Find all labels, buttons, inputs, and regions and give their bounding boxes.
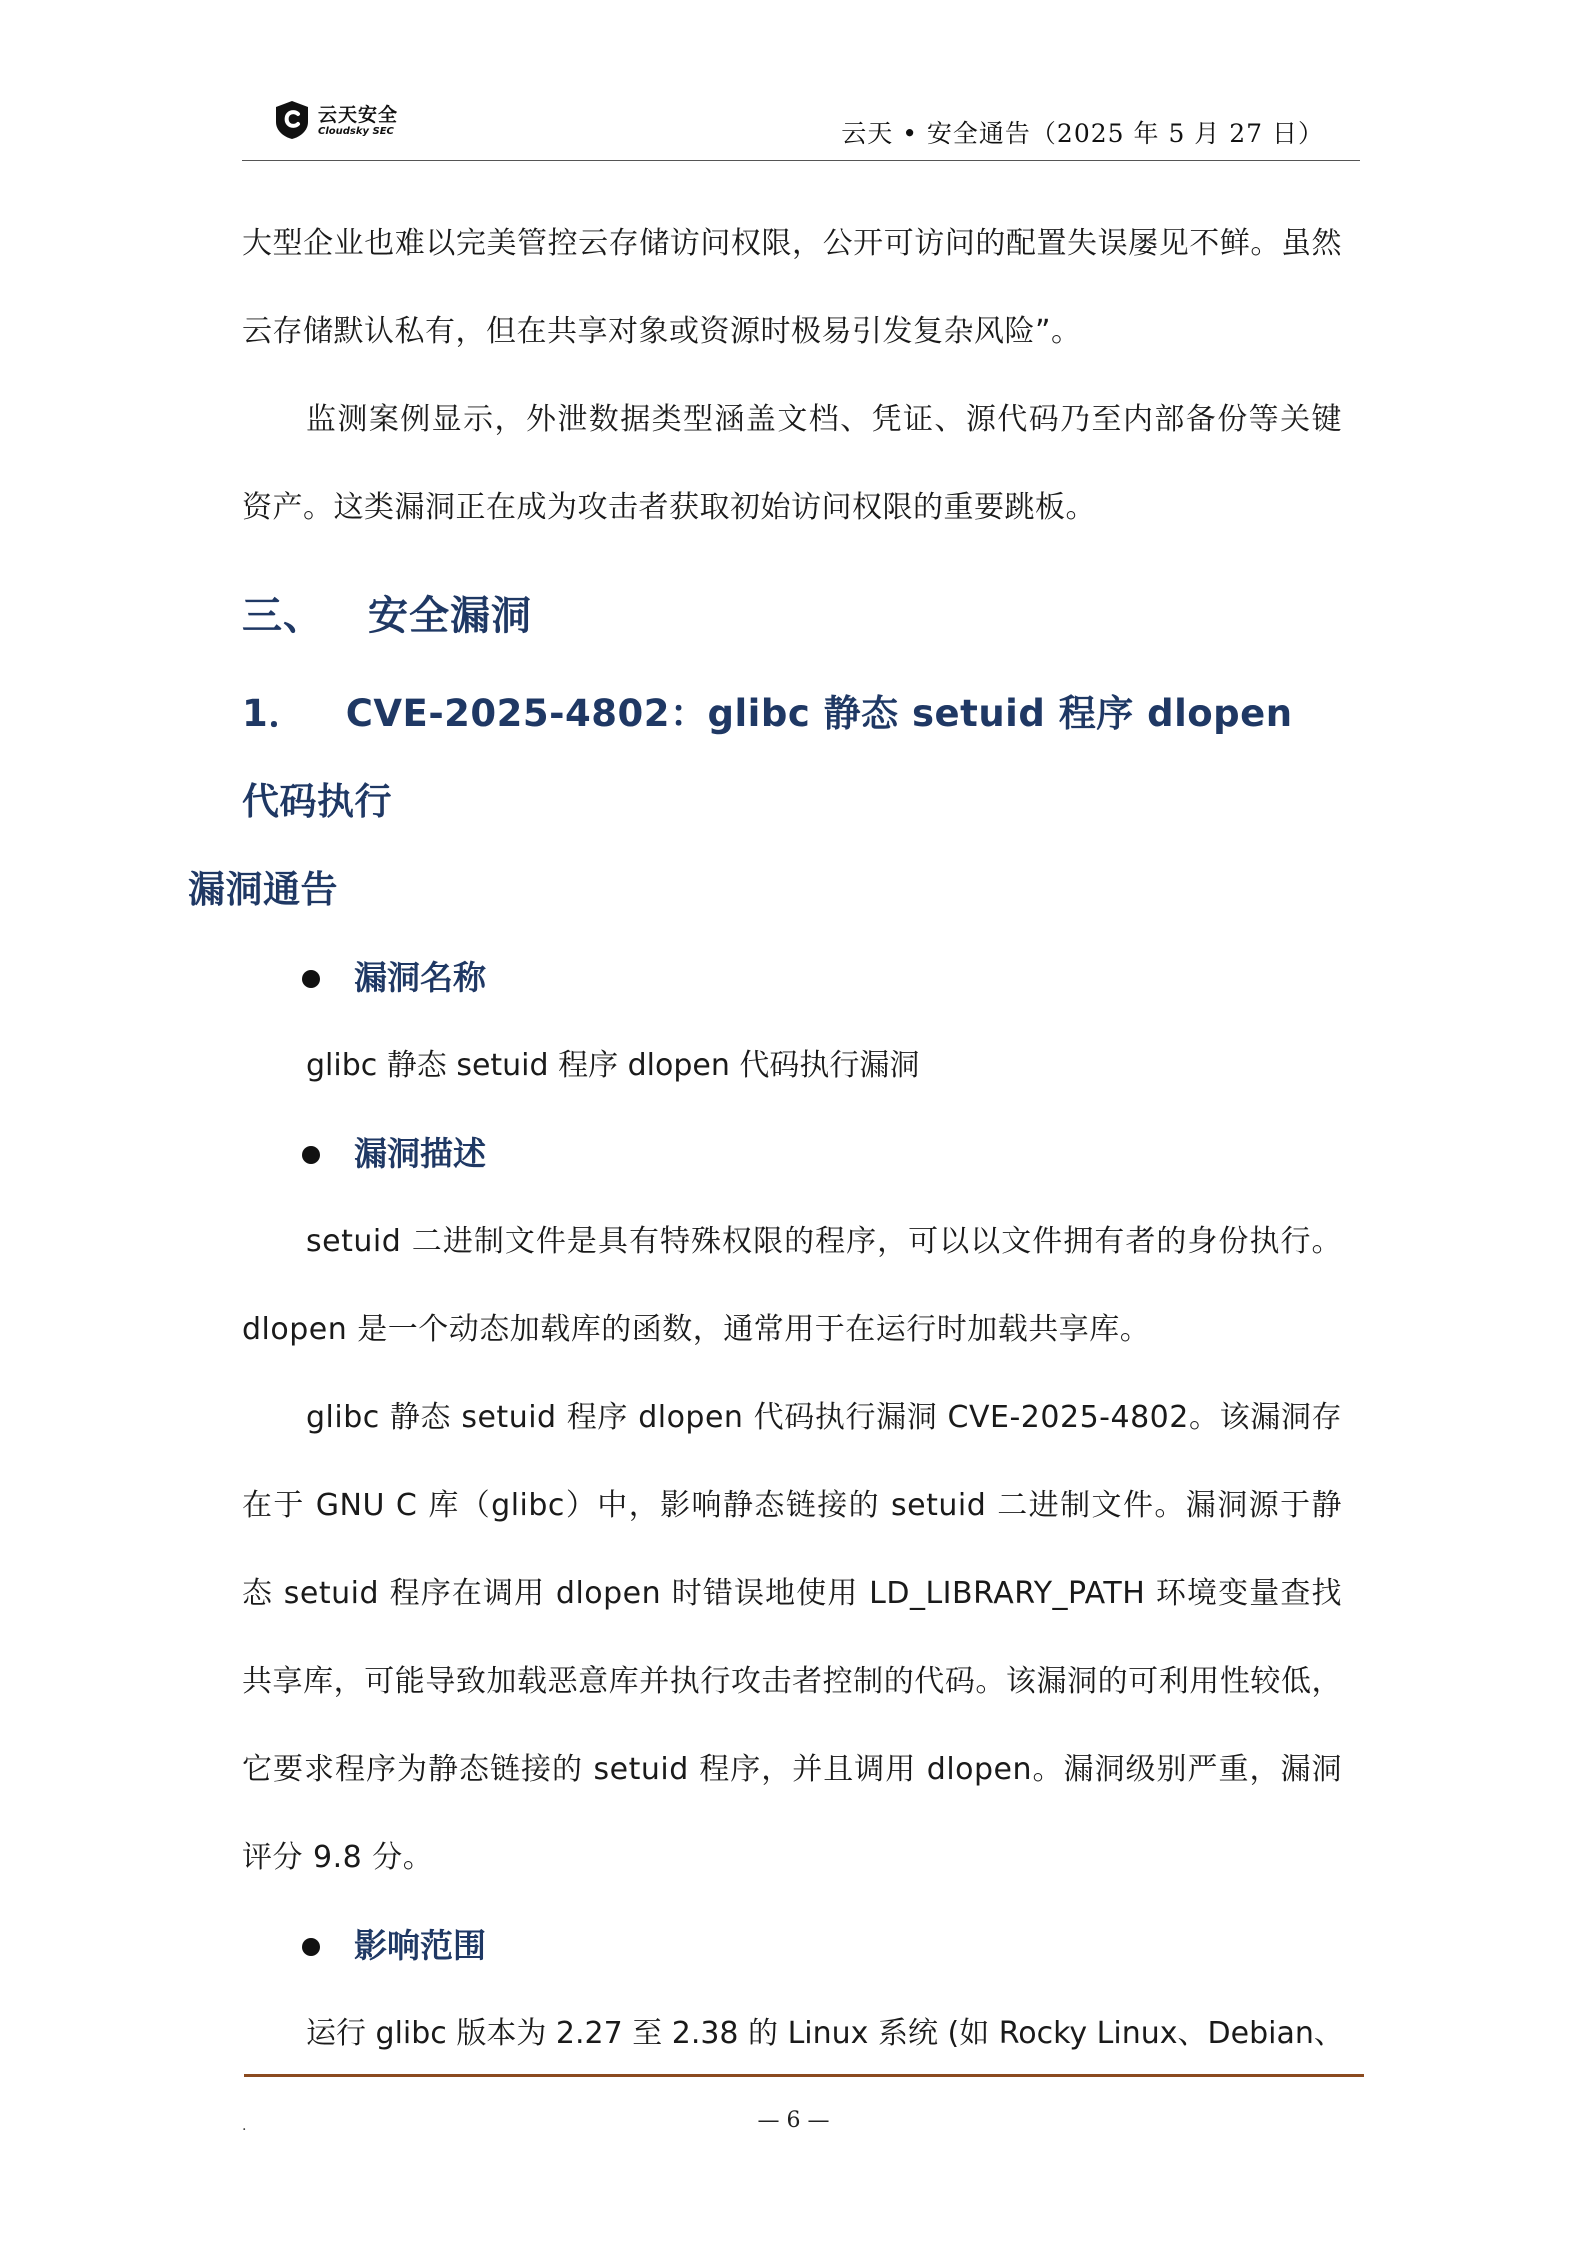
bullet-heading-name: [242, 934, 1342, 1022]
logo-english-text: Cloudsky SEC: [318, 126, 394, 137]
header-divider: [242, 160, 1360, 161]
bullet-heading-text: 漏洞描述: [354, 1134, 486, 1173]
bullet-heading-text: 影响范围: [354, 1926, 486, 1965]
footer-dot: .: [242, 2118, 247, 2134]
company-logo: [274, 98, 434, 142]
vuln-heading-line1: [242, 670, 1342, 846]
vuln-desc-paragraph: glibc 静态 setuid 程序 dlopen 代码执行漏洞 CVE-2025-4802。该漏洞存在于 GNU C 库（glibc）中，影响静态链接的 setuid 二进制文件。漏洞源于静态 setuid 程序在调用 dlopen 时错误地使用 LD_LIBRARY_PATH 环境变量查找共享库，可能导致加载恶意库并执行攻击者控制的代码。该漏洞的可利用性较低，它要求程序为静态链接的 setuid 程序，并且调用 dlopen。漏洞级别严重，漏洞评分 9.8 分。: [242, 1400, 1342, 1875]
body-paragraph: 大型企业也难以完美管控云存储访问权限，公开可访问的配置失误屡见不鲜。虽然云存储默认私有，但在共享对象或资源时极易引发复杂风险”。: [242, 226, 1342, 349]
logo-chinese-text: 云天安全: [318, 104, 399, 126]
bullet-heading-text: 漏洞名称: [354, 958, 486, 997]
vuln-desc-paragraph: setuid 二进制文件是具有特殊权限的程序，可以以文件拥有者的身份执行。dlopen 是一个动态加载库的函数，通常用于在运行时加载共享库。: [242, 1224, 1342, 1347]
bullet-heading-description: [242, 1110, 1342, 1198]
shield-c-logo-icon: [274, 100, 310, 140]
body-paragraph: 监测案例显示，外泄数据类型涵盖文档、凭证、源代码乃至内部备份等关键资产。这类漏洞正在成为攻击者获取初始访问权限的重要跳板。: [242, 402, 1342, 525]
vuln-number: 1．: [242, 692, 306, 735]
vuln-title-line2: 漏洞通告: [188, 868, 338, 911]
bullet-dot-icon: [302, 1146, 320, 1164]
section-heading: [242, 576, 1342, 656]
page-number: — 6 —: [757, 2108, 830, 2133]
vuln-name-text: glibc 静态 setuid 程序 dlopen 代码执行漏洞: [306, 1048, 920, 1083]
vuln-title-line1: CVE-2025-4802：glibc 静态 setuid 程序 dlopen 代码执行: [242, 692, 1293, 823]
section-number: 三、: [242, 593, 324, 639]
page-content: [188, 200, 1344, 2078]
footer-divider: [244, 2074, 1364, 2077]
header-title: 云天 • 安全通告（2025 年 5 月 27 日）: [841, 119, 1324, 148]
bullet-dot-icon: [302, 970, 320, 988]
vuln-heading: [188, 670, 1342, 934]
page-header: [242, 92, 1360, 160]
bullet-dot-icon: [302, 1938, 320, 1956]
vuln-scope-text: 运行 glibc 版本为 2.27 至 2.38 的 Linux 系统 (如 Rocky Linux、Debian、: [306, 2016, 1344, 2051]
bullet-heading-scope: [242, 1902, 1342, 1990]
section-title: 安全漏洞: [368, 593, 532, 639]
